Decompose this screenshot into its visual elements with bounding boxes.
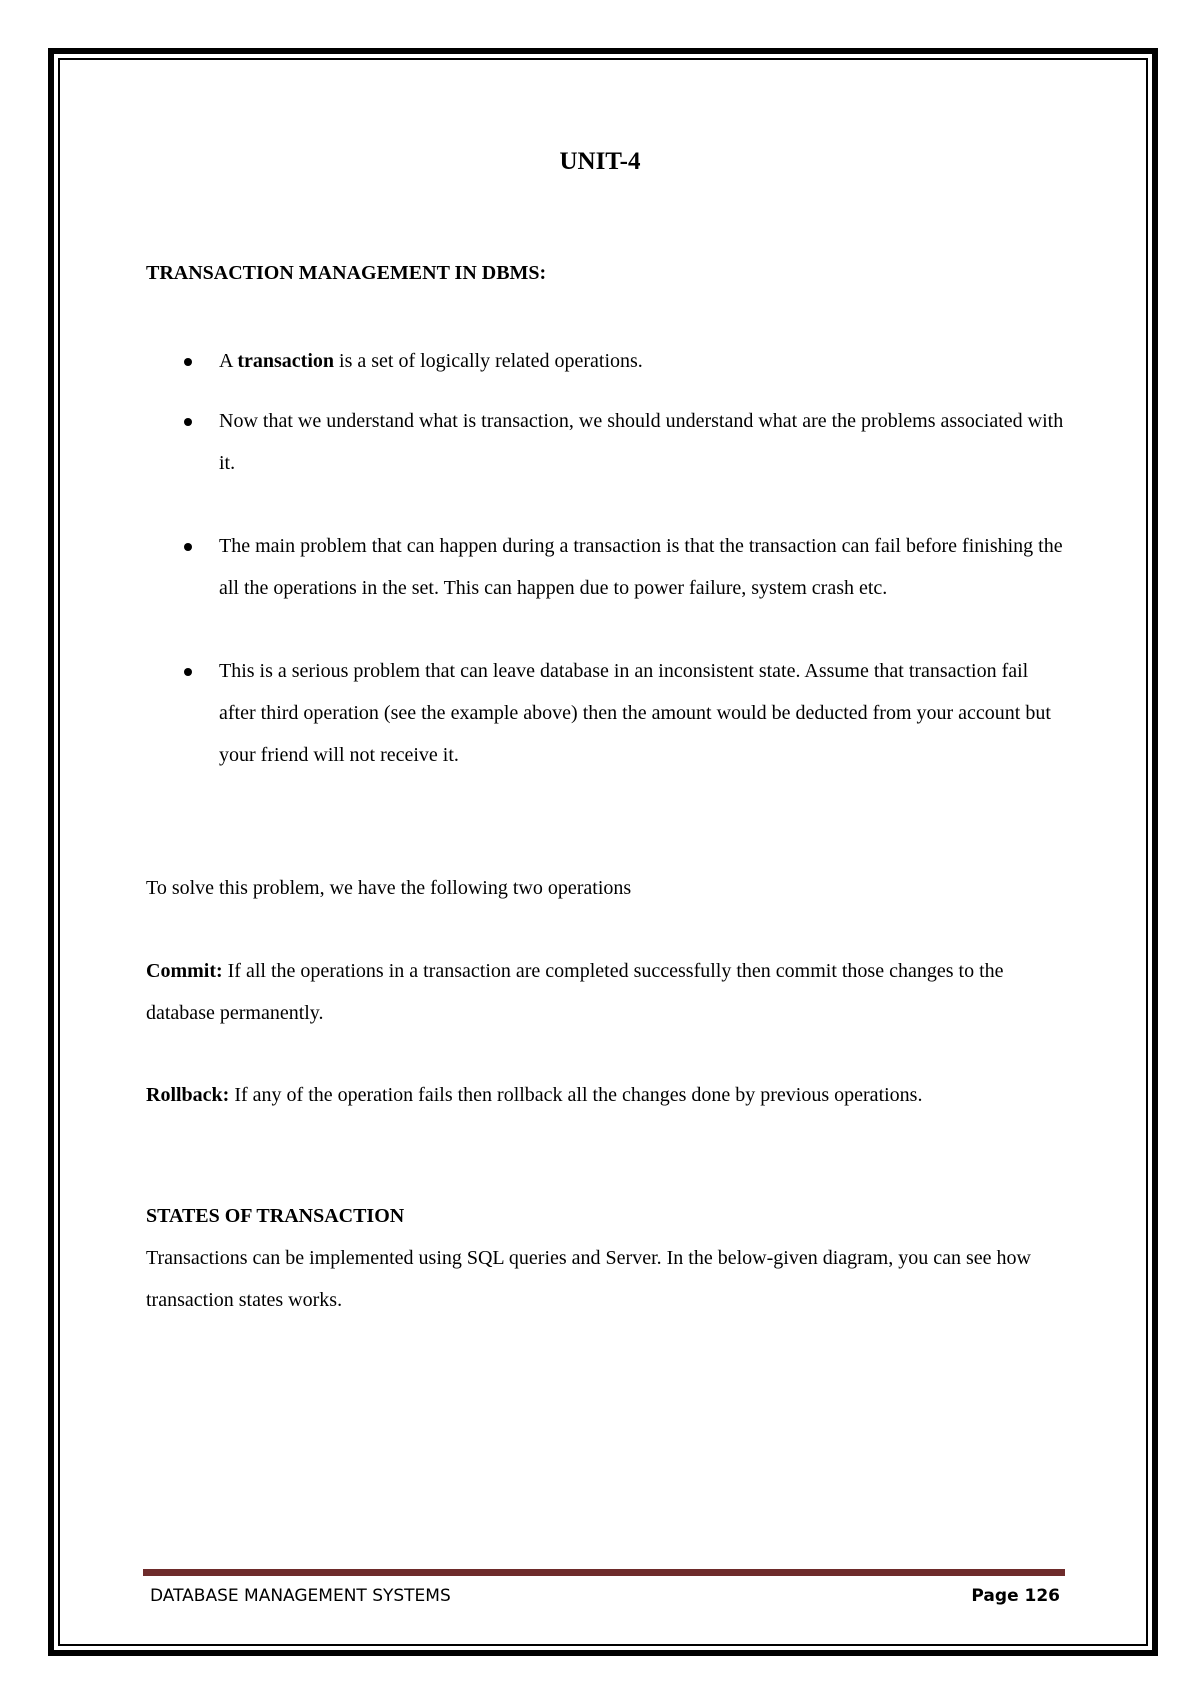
bullet-item-4	[146, 650, 1066, 776]
unit-title: UNIT-4	[559, 148, 641, 175]
page-border-inner	[58, 58, 1148, 1646]
bullet-2-text: Now that we understand what is transaction, we should understand what are the problems associated with it.	[219, 410, 1064, 474]
bullet-icon	[184, 358, 192, 366]
commit-paragraph	[146, 950, 1066, 1034]
footer-rule	[143, 1569, 1065, 1576]
bullet-icon	[184, 543, 192, 551]
bullet-item-1	[146, 340, 1066, 382]
bullet-1-pre: A	[219, 350, 238, 372]
page-number: Page 126	[971, 1586, 1060, 1606]
rollback-label: Rollback:	[146, 1084, 230, 1106]
solve-paragraph: To solve this problem, we have the following two operations	[146, 877, 632, 899]
rollback-paragraph	[146, 1074, 1066, 1116]
footer-title: DATABASE MANAGEMENT SYSTEMS	[150, 1586, 451, 1606]
bullet-3-text: The main problem that can happen during a transaction is that the transaction can fail before finishing the all the operations in the set. This can happen due to power failure, system crash etc.	[219, 535, 1063, 599]
states-paragraph: Transactions can be implemented using SQL queries and Server. In the below-given diagram, you can see how transaction states works.	[146, 1247, 1031, 1311]
bullet-icon	[184, 418, 192, 426]
bullet-item-3	[146, 525, 1066, 609]
commit-text: If all the operations in a transaction are completed successfully then commit those changes to the database permanently.	[146, 960, 1004, 1024]
bullet-icon	[184, 668, 192, 676]
rollback-text: If any of the operation fails then rollback all the changes done by previous operations.	[229, 1084, 923, 1106]
bullet-1-post: is a set of logically related operations.	[334, 350, 643, 372]
bullet-4-text: This is a serious problem that can leave database in an inconsistent state. Assume that transaction fail after third operation (see the example above) then the amount would be deducted from your account but your friend will not receive it.	[219, 660, 1051, 766]
bullet-item-2	[146, 400, 1066, 484]
bullet-list	[146, 340, 1066, 776]
section-heading-states-of-transaction: STATES OF TRANSACTION	[146, 1205, 405, 1227]
commit-label: Commit:	[146, 960, 223, 982]
bullet-1-bold-term: transaction	[237, 350, 335, 372]
section-heading-transaction-management: TRANSACTION MANAGEMENT IN DBMS:	[146, 262, 547, 284]
